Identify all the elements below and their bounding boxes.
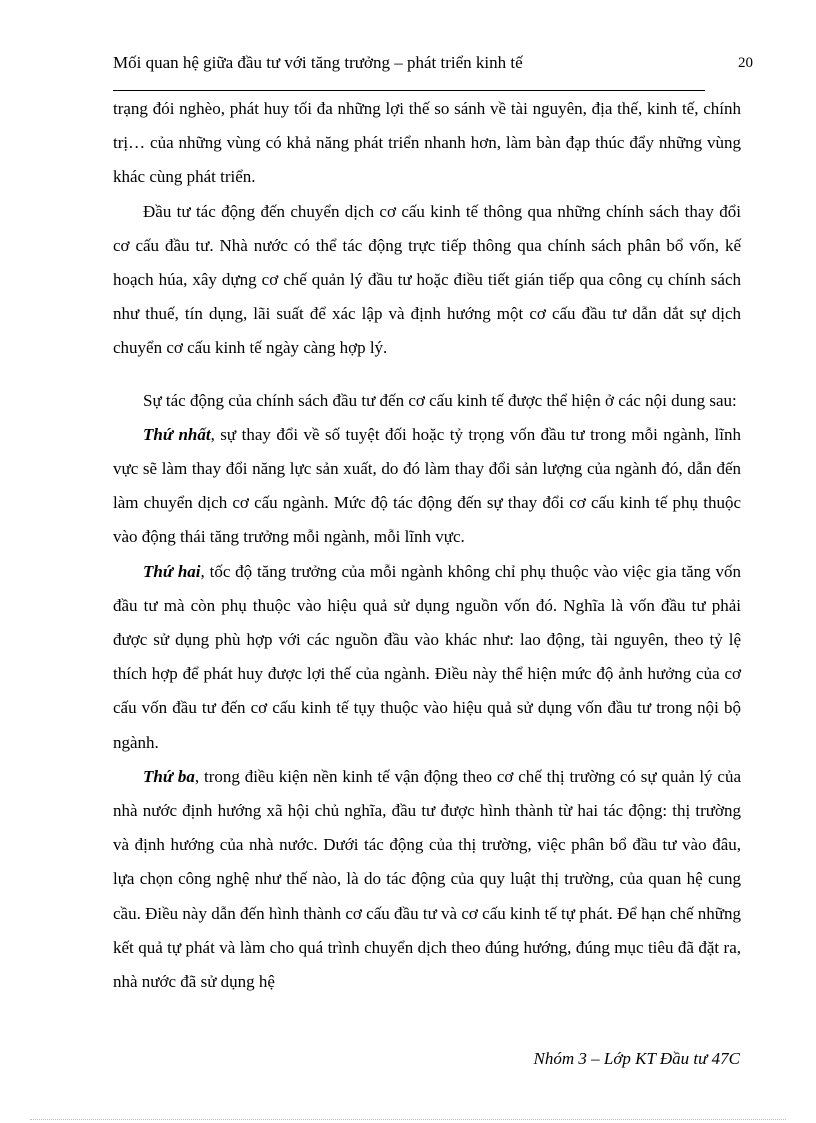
document-body (113, 92, 741, 999)
paragraph-4-text: , sự thay đổi về số tuyệt đối hoặc tỷ trọng vốn đầu tư trong mỗi ngành, lĩnh vực sẽ làm thay đổi năng lực sản xuất, do đó làm thay đổi sản lượng của ngành đó, dẫn đến làm chuyển dịch cơ cấu ngành. Mức độ tác động đến sự thay đổi cơ cấu kinh tế phụ thuộc vào động thái tăng trưởng mỗi ngành, mỗi lĩnh vực. (113, 424, 741, 547)
paragraph-6 (113, 760, 741, 999)
paragraph-5 (113, 555, 741, 760)
page-bottom-border (30, 1119, 786, 1120)
paragraph-4 (113, 418, 741, 555)
paragraph-5-lead: Thứ hai (143, 561, 201, 581)
paragraph-5-text: , tốc độ tăng trưởng của mỗi ngành không chỉ phụ thuộc vào việc gia tăng vốn đầu tư mà còn phụ thuộc vào hiệu quả sử dụng nguồn vốn đó. Nghĩa là vốn đầu tư phải được sử dụng phù hợp với các nguồn đầu vào khác như: lao động, tài nguyên, theo tỷ lệ thích hợp để phát huy được lợi thế của ngành. Điều này thể hiện mức độ ảnh hưởng của cơ cấu vốn đầu tư đến cơ cấu kinh tế tụy thuộc vào hiệu quả sử dụng vốn đầu tư trong nội bộ ngành. (113, 561, 741, 752)
header-rule (113, 90, 705, 91)
page-number: 20 (738, 55, 753, 71)
paragraph-6-lead: Thứ ba (143, 766, 195, 786)
paragraph-4-lead: Thứ nhất (143, 424, 211, 444)
paragraph-6-text: , trong điều kiện nền kinh tế vận động theo cơ chế thị trường có sự quản lý của nhà nước định hướng xã hội chủ nghĩa, đầu tư được hình thành từ hai tác động: thị trường và định hướng của nhà nước. Dưới tác động của thị trường, việc phân bổ đầu tư vào đâu, lựa chọn công nghệ như thế nào, là do tác động của quy luật thị trường, của quan hệ cung cầu. Điều này dẫn đến hình thành cơ cấu đầu tư và cơ cấu kinh tế tự phát. Để hạn chế những kết quả tự phát và làm cho quá trình chuyển dịch theo đúng hướng, đúng mục tiêu đã đặt ra, nhà nước đã sử dụng hệ (113, 766, 741, 992)
paragraph-3: Sự tác động của chính sách đầu tư đến cơ cấu kinh tế được thể hiện ở các nội dung sau: (143, 390, 737, 410)
header-title: Mối quan hệ giữa đầu tư với tăng trưởng – phát triển kinh tế (113, 53, 523, 72)
paragraph-1: trạng đói nghèo, phát huy tối đa những lợi thế so sánh về tài nguyên, địa thế, kinh tế, chính trị… của những vùng có khả năng phát triển nhanh hơn, làm bàn đạp thúc đẩy những vùng khác cùng phát triển. (113, 99, 741, 187)
paragraph-2: Đầu tư tác động đến chuyển dịch cơ cấu kinh tế thông qua những chính sách thay đổi cơ cấu đầu tư. Nhà nước có thể tác động trực tiếp thông qua chính sách phân bổ vốn, kế hoạch húa, xây dựng cơ chế quản lý đầu tư hoặc điều tiết gián tiếp qua công cụ chính sách như thuế, tín dụng, lãi suất để xác lập và định hướng một cơ cấu đầu tư dẫn dắt sự dịch chuyển cơ cấu kinh tế ngày càng hợp lý. (113, 201, 741, 358)
page-footer: Nhóm 3 – Lớp KT Đầu tư 47C (533, 1049, 740, 1068)
